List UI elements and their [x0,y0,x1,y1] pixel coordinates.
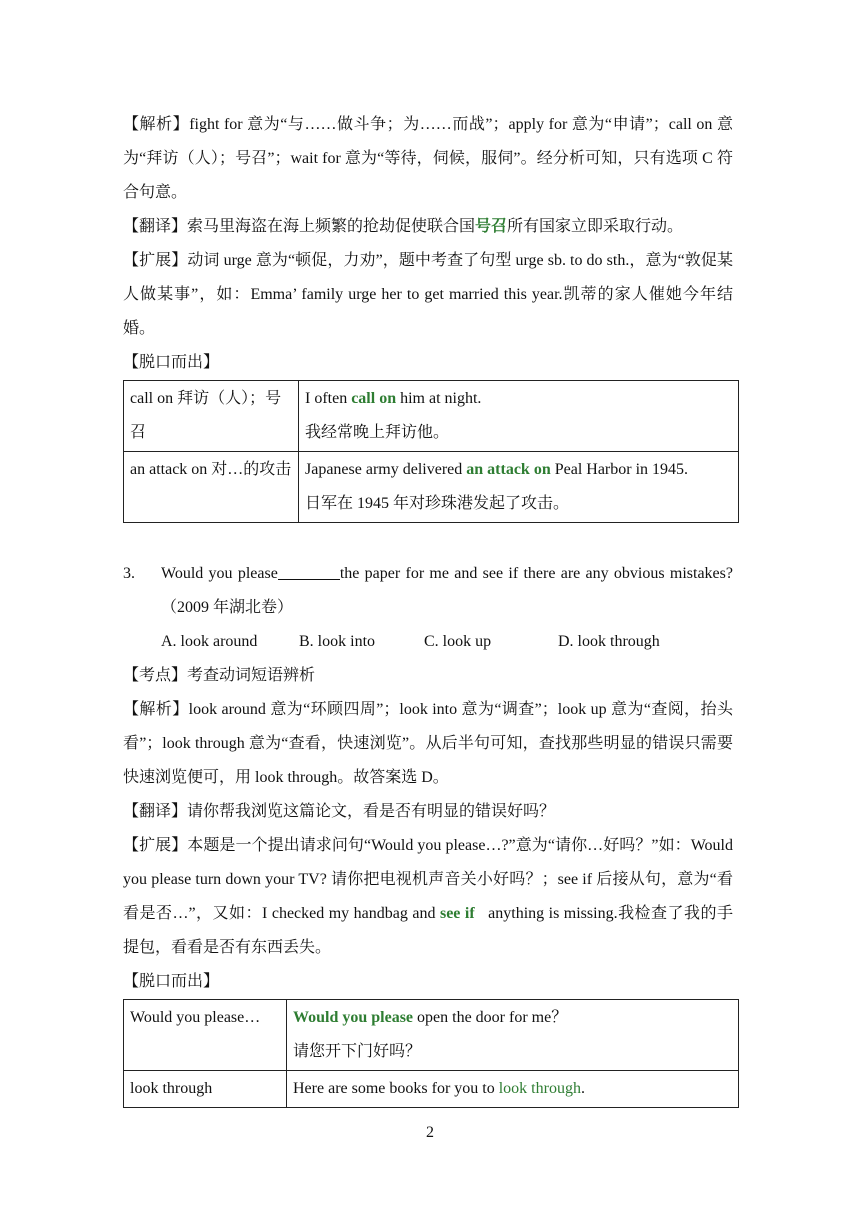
key-point-paragraph [123,659,733,693]
analysis-paragraph [123,693,733,795]
table-row [124,452,739,523]
translation-highlight: 号召 [475,218,508,235]
table-row [124,381,739,452]
example-translation: 请您开下门好吗？ [293,1043,422,1060]
term-cell: Would you please… [124,1000,287,1071]
extension-tag: 【扩展】 [123,252,188,269]
phrase-table [123,999,739,1108]
extension-paragraph [123,244,733,346]
example-cell [287,1000,739,1071]
example-cell [287,1071,739,1108]
translation-tag: 【翻译】 [123,218,188,235]
example-text: open the door for me？ [413,1009,568,1026]
example-text: Here are some books for you to [293,1080,499,1097]
question-text-post: the paper for me and see if there are any obvious mistakes?（2009 年湖北卷） [161,565,733,616]
term-cell: an attack on 对…的攻击 [124,452,299,523]
analysis-paragraph [123,108,733,210]
key-point-text: 考查动词短语辨析 [187,667,316,684]
phrase-table [123,380,739,523]
example-translation: 我经常晚上拜访他。 [305,424,450,441]
example-highlight: an attack on [466,461,551,478]
translation-tag: 【翻译】 [123,803,188,820]
example-text: . [580,1080,585,1097]
spacer [123,523,733,557]
example-highlight: look through [498,1080,581,1097]
translation-paragraph [123,210,733,244]
example-text: I often [305,390,352,407]
question-3 [123,557,733,625]
option-d: D. look through [558,633,660,650]
question-number: 3. [123,565,135,582]
extension-text-post: anything is missing.我检查了我的手提包，看看是否有东西丢失。 [123,905,734,956]
example-highlight: call on [351,390,397,407]
table-row [124,1000,739,1071]
question-text-pre: Would you please [161,565,278,582]
table-row [124,1071,739,1108]
options-row [123,625,733,659]
extension-paragraph [123,829,733,965]
term-cell: look through [124,1071,287,1108]
example-cell [299,452,739,523]
translation-text-post: 所有国家立即采取行动。 [507,218,684,235]
key-point-tag: 【考点】 [123,667,188,684]
analysis-text: look around 意为“环顾四周”；look into 意为“调查”；look up 意为“查阅，抬头看”；look through 意为“查看，快速浏览”。从后半句可知，查找那些明显的错误只需要快速浏览便可，用 look through。故答案选 D。 [123,701,733,786]
extension-tag: 【扩展】 [123,837,188,854]
example-translation: 日军在 1945 年对珍珠港发起了攻击。 [305,495,570,512]
phrase-heading: 【脱口而出】 [123,973,220,990]
option-b: B. look into [299,633,376,650]
page-content [123,108,733,1108]
phrase-heading: 【脱口而出】 [123,354,220,371]
extension-highlight: see if [439,905,475,922]
option-a: A. look around [161,633,258,650]
option-c: C. look up [424,633,492,650]
translation-text-pre: 索马里海盗在海上频繁的抢劫促使联合国 [187,218,476,235]
page-number: 2 [426,1124,434,1141]
example-highlight: Would you please [293,1009,414,1026]
term-cell: call on 拜访（人）；号召 [124,381,299,452]
translation-text: 请你帮我浏览这篇论文，看是否有明显的错误好吗？ [187,803,556,820]
example-text: Japanese army delivered [305,461,467,478]
answer-blank [278,563,340,580]
extension-text: 动词 urge 意为“顿促，力劝”，题中考查了句型 urge sb. to do sth.，意为“敦促某人做某事”，如：Emma’ family urge her to get married this year.凯蒂的家人催她今年结婚。 [123,252,733,337]
analysis-tag: 【解析】 [123,701,189,718]
analysis-text: fight for 意为“与……做斗争；为……而战”；apply for 意为“申请”；call on 意为“拜访（人）；号召”；wait for 意为“等待，伺候，服伺”。经分析可知，只有选项 C 符合句意。 [123,116,733,201]
extension-text-pre: 本题是一个提出请求问句“Would you please…?”意为“请你…好吗？”如：Would you please turn down your TV? 请你把电视机声音关小好吗？；see if 后接从句，意为“看看是否…”，又如：I checked my handbag and [123,837,733,922]
translation-paragraph [123,795,733,829]
analysis-tag: 【解析】 [123,116,190,133]
example-text: Peal Harbor in 1945. [550,461,689,478]
example-text: him at night. [396,390,482,407]
example-cell [299,381,739,452]
